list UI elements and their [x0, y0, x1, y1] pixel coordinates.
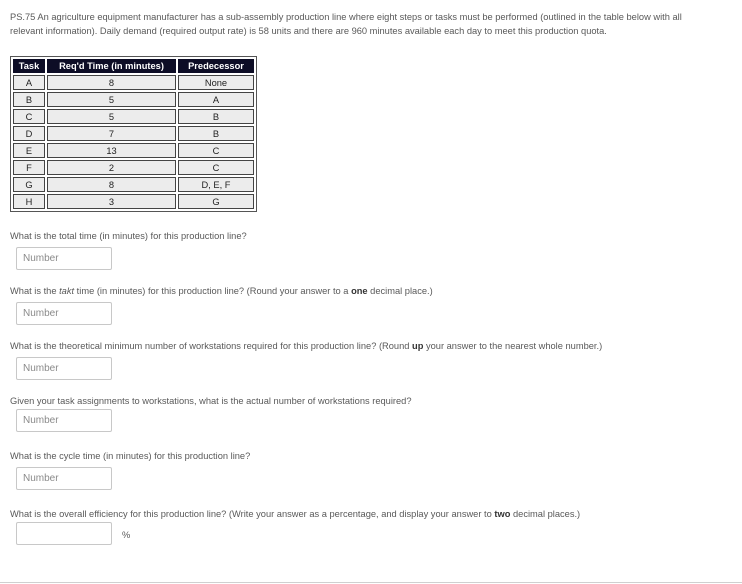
- task-cell: F: [13, 160, 45, 175]
- table-row: [13, 109, 254, 124]
- answer-input-min-workstations[interactable]: [16, 357, 112, 380]
- divider: [0, 582, 742, 583]
- predecessor-cell: C: [178, 160, 254, 175]
- time-cell: 5: [47, 92, 176, 107]
- task-cell: E: [13, 143, 45, 158]
- answer-input-efficiency[interactable]: [16, 522, 112, 545]
- time-cell: 3: [47, 194, 176, 209]
- answer-input-cycle-time[interactable]: [16, 467, 112, 490]
- percent-unit-label: %: [122, 530, 131, 540]
- time-cell: 8: [47, 75, 176, 90]
- answer-input-actual-workstations[interactable]: [16, 409, 112, 432]
- time-cell: 7: [47, 126, 176, 141]
- task-cell: A: [13, 75, 45, 90]
- predecessor-cell: A: [178, 92, 254, 107]
- question-actual-workstations: Given your task assignments to workstations, what is the actual number of workstations required?: [10, 396, 412, 406]
- column-header-time: Req'd Time (in minutes): [47, 59, 176, 73]
- question-efficiency: What is the overall efficiency for this production line? (Write your answer as a percentage, and display your answer to two decimal places.): [10, 509, 581, 519]
- question-takt-time: What is the takt time (in minutes) for this production line? (Round your answer to a one decimal place.): [10, 286, 433, 296]
- table-row: [13, 143, 254, 158]
- predecessor-cell: B: [178, 126, 254, 141]
- time-cell: 13: [47, 143, 176, 158]
- task-cell: B: [13, 92, 45, 107]
- task-cell: H: [13, 194, 45, 209]
- column-header-predecessor: Predecessor: [178, 59, 254, 73]
- predecessor-cell: None: [178, 75, 254, 90]
- problem-statement: PS.75 An agriculture equipment manufacturer has a sub-assembly production line where eight steps or tasks must be performed (outlined in the table below with all relevant information). Daily demand (required output rate) is 58 units and there are 960 minutes available each day to meet this production quota.: [10, 12, 682, 36]
- task-table: [10, 56, 257, 212]
- time-cell: 5: [47, 109, 176, 124]
- question-min-workstations: What is the theoretical minimum number of workstations required for this production line? (Round up your answer to the nearest whole number.): [10, 341, 603, 351]
- table-row: [13, 75, 254, 90]
- table-row: [13, 160, 254, 175]
- task-cell: D: [13, 126, 45, 141]
- table-row: [13, 126, 254, 141]
- table-row: [13, 177, 254, 192]
- question-total-time: What is the total time (in minutes) for this production line?: [10, 231, 247, 241]
- time-cell: 2: [47, 160, 176, 175]
- question-cycle-time: What is the cycle time (in minutes) for this production line?: [10, 451, 251, 461]
- predecessor-cell: D, E, F: [178, 177, 254, 192]
- table-header-row: [13, 59, 254, 73]
- task-cell: G: [13, 177, 45, 192]
- table-row: [13, 194, 254, 209]
- column-header-task: Task: [13, 59, 45, 73]
- predecessor-cell: C: [178, 143, 254, 158]
- time-cell: 8: [47, 177, 176, 192]
- table-row: [13, 92, 254, 107]
- answer-input-total-time[interactable]: [16, 247, 112, 270]
- predecessor-cell: G: [178, 194, 254, 209]
- predecessor-cell: B: [178, 109, 254, 124]
- answer-input-takt-time[interactable]: [16, 302, 112, 325]
- task-cell: C: [13, 109, 45, 124]
